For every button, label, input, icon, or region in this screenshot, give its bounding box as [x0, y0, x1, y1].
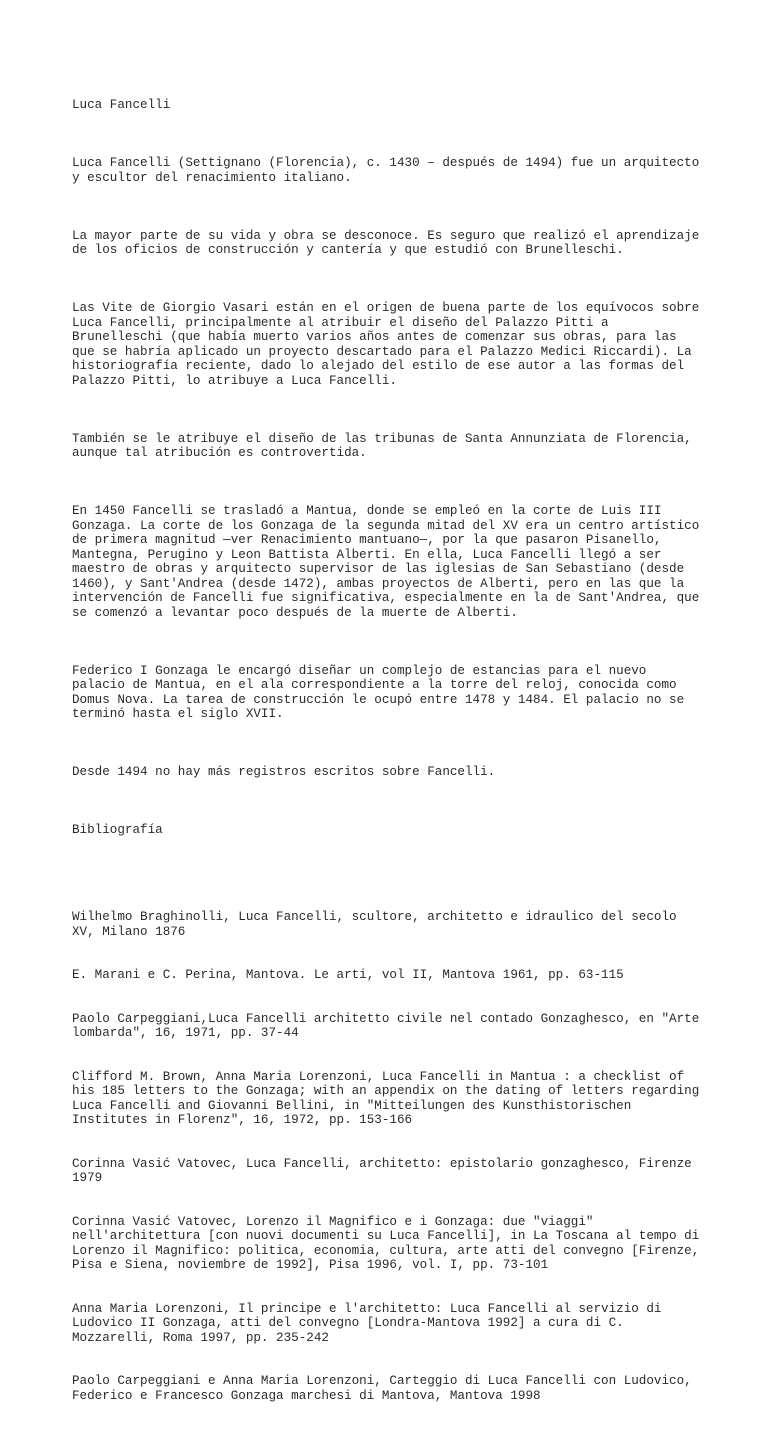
bibliography-entry: Corinna Vasić Vatovec, Lorenzo il Magnifico e i Gonzaga: due "viaggi" nell'architettura [con nuovi documenti su Luca Fancelli], in La Toscana al tempo di Lorenzo il Magnifico: politica, economia, cultura, arte atti del convegno [Firenze, Pisa e Siena, noviembre de 1992], Pisa 1996, vol. I, pp. 73-101	[72, 1214, 700, 1272]
bibliography-entry: Paolo Carpeggiani,Luca Fancelli architetto civile nel contado Gonzaghesco, en "Arte lombarda", 16, 1971, pp. 37-44	[72, 1011, 700, 1040]
paragraph-domus-nova: Federico I Gonzaga le encargó diseñar un complejo de estancias para el nuevo palacio de Mantua, en el ala correspondiente a la torre del reloj, conocida como Domus Nova. La tarea de construcción le ocupó entre 1478 y 1484. El palacio no se terminó hasta el siglo XVII.	[72, 663, 685, 721]
bibliography-list	[72, 881, 712, 1432]
paragraph-early-life: La mayor parte de su vida y obra se desconoce. Es seguro que realizó el aprendizaje de los oficios de construcción y cantería y que estudió con Brunelleschi.	[72, 228, 700, 257]
paragraph-annunziata: También se le atribuye el diseño de las tribunas de Santa Annunziata de Florencia, aunque tal atribución es controvertida.	[72, 431, 692, 460]
document-page	[72, 69, 712, 1447]
bibliography-entry: Paolo Carpeggiani e Anna Maria Lorenzoni, Carteggio di Luca Fancelli con Ludovico, Federico e Francesco Gonzaga marchesi di Mantova, Mantova 1998	[72, 1374, 692, 1403]
bibliography-entry: Wilhelmo Braghinolli, Luca Fancelli, scultore, architetto e idraulico del secolo XV, Milano 1876	[72, 910, 677, 939]
document-title: Luca Fancelli	[72, 98, 171, 112]
bibliography-entry: E. Marani e C. Perina, Mantova. Le arti, vol II, Mantova 1961, pp. 63-115	[72, 968, 624, 982]
paragraph-mantua: En 1450 Fancelli se trasladó a Mantua, donde se empleó en la corte de Luis III Gonzaga. La corte de los Gonzaga de la segunda mitad del XV era un centro artístico de primera magnitud —ver Renacimiento mantuano—, por la que pasaron Pisanello, Mantegna, Perugino y Leon Battista Alberti. En ella, Luca Fancelli llegó a ser maestro de obras y arquitecto supervisor de las iglesias de San Sebastiano (desde 1460), y Sant'Andrea (desde 1472), ambas proyectos de Alberti, pero en las que la intervención de Fancelli fue significativa, especialmente en la de Sant'Andrea, que se comenzó a levantar poco después de la muerte de Alberti.	[72, 504, 700, 620]
bibliography-heading: Bibliografía	[72, 823, 163, 837]
paragraph-records: Desde 1494 no hay más registros escritos sobre Fancelli.	[72, 765, 496, 779]
bibliography-entry: Anna Maria Lorenzoni, Il principe e l'architetto: Luca Fancelli al servizio di Ludovico II Gonzaga, atti del convegno [Londra-Mantova 1992] a cura di C. Mozzarelli, Roma 1997, pp. 235-242	[72, 1301, 662, 1345]
bibliography-entry: Corinna Vasić Vatovec, Luca Fancelli, architetto: epistolario gonzaghesco, Firenze 1979	[72, 1156, 692, 1185]
paragraph-vasari: Las Vite de Giorgio Vasari están en el origen de buena parte de los equívocos sobre Luca Fancelli, principalmente al atribuir el diseño del Palazzo Pitti a Brunelleschi (que había muerto varios años antes de comenzar sus obras, para las que se habría aplicado un proyecto descartado para el Palazzo Medici Riccardi). La historiografía reciente, dado lo alejado del estilo de ese autor a las formas del Palazzo Pitti, lo atribuye a Luca Fancelli.	[72, 301, 700, 388]
paragraph-intro: Luca Fancelli (Settignano (Florencia), c. 1430 – después de 1494) fue un arquitecto y escultor del renacimiento italiano.	[72, 156, 700, 185]
bibliography-entry: Clifford M. Brown, Anna Maria Lorenzoni, Luca Fancelli in Mantua : a checklist of his 185 letters to the Gonzaga; with an appendix on the dating of letters regarding Luca Fancelli and Giovanni Bellini, in "Mitteilungen des Kunsthistorischen Institutes in Florenz", 16, 1972, pp. 153-166	[72, 1069, 700, 1127]
